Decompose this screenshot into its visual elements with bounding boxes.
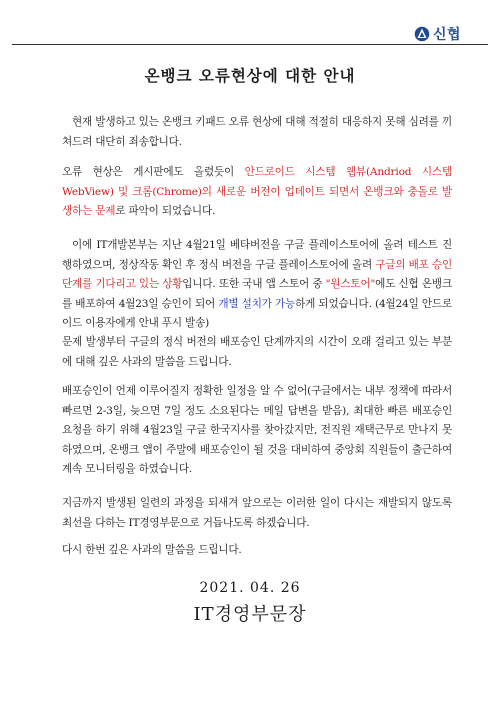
sinhyup-logo-icon bbox=[414, 26, 430, 42]
paragraph-closing: 다시 한번 깊은 사과의 말씀을 드립니다. bbox=[62, 544, 242, 556]
paragraph-cause-text-c: 로 파악이 되었습니다. bbox=[115, 205, 216, 217]
notice-signature: IT경영부문장 bbox=[193, 604, 307, 625]
paragraph-apology bbox=[62, 113, 452, 152]
paragraph-promise: 지금까지 발생된 일련의 과정을 되새겨 앞으로는 이러한 일이 다시는 재발되지 않도록 최선을 다하는 IT경영부문으로 거듭나도록 하겠습니다. bbox=[62, 497, 452, 529]
logo-text: 신협 bbox=[433, 27, 462, 43]
notice-title: 온뱅크 오류현상에 대한 안내 bbox=[144, 66, 356, 85]
paragraph-actions-highlight-install: 개별 설치가 가능 bbox=[218, 297, 296, 310]
paragraph-actions-onestore: "원스토어" bbox=[325, 278, 376, 290]
paragraph-cause-highlight: 안드로이드 시스템 웹뷰(Andriod 시스템 WebView) 및 크롬(Chrome)의 새로운 버전이 업데이트 되면서 온뱅크와 충돌로 발생하는 문제 bbox=[62, 166, 452, 217]
paragraph-apology-text: 현재 발생하고 있는 온뱅크 키패드 오류 현상에 대해 적절히 대응하지 못해 심려를 끼쳐드려 대단히 죄송합니다. bbox=[62, 116, 452, 148]
paragraph-actions bbox=[62, 236, 452, 334]
sinhyup-logo bbox=[414, 24, 461, 44]
paragraph-actions-text-g: 하게 되었습니다. (4월24일 안드로이드 이용자에게 안내 푸시 발송) bbox=[62, 297, 452, 329]
paragraph-actions-highlight-google: 구글의 배포 승인 단계를 기다리고 있는 상황 bbox=[62, 258, 452, 290]
paragraph-actions-text-a: 이에 IT개발본부는 지난 4월21일 베타버전을 구글 플레이스토어에 올려 테스트 진행하였으며, 정상작동 확인 후 정식 버전을 구글 플레이스토어에 올려 bbox=[62, 239, 452, 271]
paragraph-regret: 문제 발생부터 구글의 정식 버전의 배포승인 단계까지의 시간이 오래 걸리고 있는 부분에 대해 깊은 사과의 말씀을 드립니다. bbox=[62, 336, 452, 368]
paragraph-cause-text-a: 오류 현상은 게시판에도 올렸듯이 bbox=[62, 166, 245, 178]
paragraph-actions-text-e: 에도 신협 온뱅크를 배포하여 4월23일 승인이 되어 bbox=[62, 278, 452, 310]
paragraph-cause bbox=[62, 163, 452, 222]
paragraph-approval: 배포승인이 언제 이루어질지 정확한 일정을 알 수 없어(구글에서는 내부 정책에 따라서 빠르면 2-3일, 늦으면 7일 정도 소요된다는 메일 답변을 받음), 최대한 빠른 배포승인 요청을 하기 위해 4월23일 구글 한국지사를 찾아갔지만, 전직원 재택근무로 만나지 못하였으며, 온뱅크 앱이 주말에 배포승인이 될 것을 대비하여 중앙회 직원들이 출근하여 계속 모니터링을 하였습니다. bbox=[62, 385, 452, 475]
header-divider bbox=[12, 44, 488, 45]
paragraph-actions-text-c: 입니다. 또한 국내 앱 스토어 중 bbox=[182, 278, 326, 290]
notice-date: 2021. 04. 26 bbox=[199, 580, 301, 596]
